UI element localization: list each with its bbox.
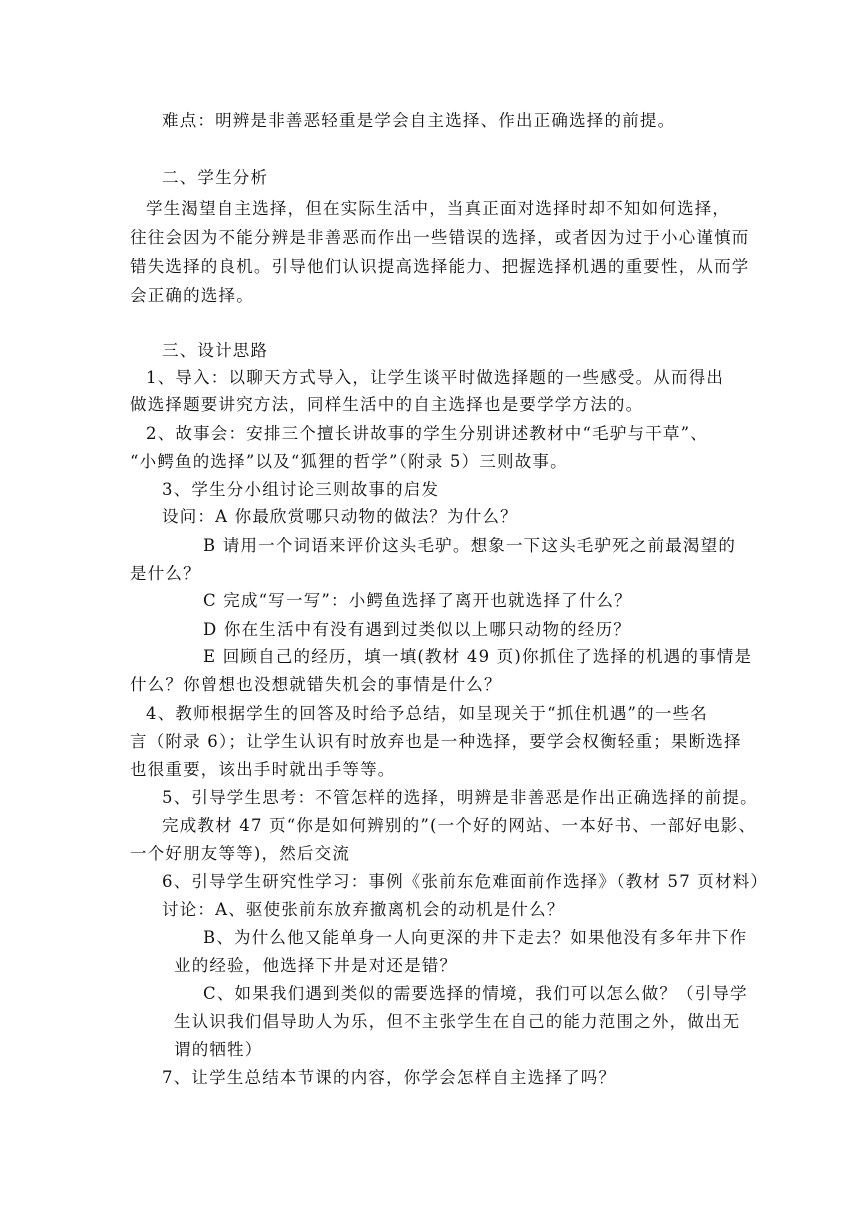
section-3-line: 5、引导学生思考：不管怎样的选择，明辨是非善恶是作出正确选择的前提。 xyxy=(162,788,758,807)
section-3-line: “小鳄鱼的选择”以及“狐狸的哲学”（附录 5）三则故事。 xyxy=(130,452,568,471)
section-2-line: 学生渴望自主选择，但在实际生活中，当真正面对选择时却不知如何选择， xyxy=(146,199,731,218)
section-3-line: D 你在生活中有没有遇到过类似以上哪只动物的经历？ xyxy=(203,620,631,639)
section-3-line: 谓的牺牲） xyxy=(174,1040,263,1059)
section-3-line: 也很重要，该出手时就出手等等。 xyxy=(130,760,396,779)
section-2-line: 错失选择的良机。引导他们认识提高选择能力、把握选择机遇的重要性，从而学 xyxy=(130,257,750,276)
section-2-line: 会正确的选择。 xyxy=(130,286,254,305)
section-3-line: E 回顾自己的经历，填一填(教材 49 页)你抓住了选择的机遇的事情是 xyxy=(203,647,753,666)
section-3-line: 设问：A 你最欣赏哪只动物的做法？为什么？ xyxy=(162,507,518,526)
section-3-line: C、如果我们遇到类似的需要选择的情境，我们可以怎么做？（引导学 xyxy=(203,984,748,1003)
section-3-line: 生认识我们倡导助人为乐，但不主张学生在自己的能力范围之外，做出无 xyxy=(174,1012,741,1031)
difficulty-text: 难点：明辨是非善恶轻重是学会自主选择、作出正确选择的前提。 xyxy=(162,111,676,130)
section-3-line: 言（附录 6）；让学生认识有时放弃也是一种选择，要学会权衡轻重；果断选择 xyxy=(130,732,742,751)
section-2-heading: 二、学生分析 xyxy=(162,168,269,187)
section-3-heading: 三、设计思路 xyxy=(162,341,269,360)
section-3-line: 3、学生分小组讨论三则故事的启发 xyxy=(162,480,440,499)
section-3-line: 是什么？ xyxy=(130,564,201,583)
section-3-line: 业的经验，他选择下井是对还是错？ xyxy=(174,956,458,975)
section-3-line: 一个好朋友等等)，然后交流 xyxy=(130,844,351,863)
section-3-line: 4、教师根据学生的回答及时给予总结，如呈现关于“抓住机遇”的一些名 xyxy=(146,704,708,723)
section-3-line: B、为什么他又能单身一人向更深的井下走去？如果他没有多年井下作 xyxy=(203,928,748,947)
section-3-line: 完成教材 47 页“你是如何辨别的”(一个好的网站、一本好书、一部好电影、 xyxy=(162,816,757,835)
section-3-line: 7、让学生总结本节课的内容，你学会怎样自主选择了吗？ xyxy=(162,1068,617,1087)
section-3-line: 6、引导学生研究性学习：事例《张前东危难面前作选择》（教材 57 页材料） xyxy=(162,872,769,891)
section-3-line: 什么？你曾想也没想就错失机会的事情是什么？ xyxy=(130,675,502,694)
section-2-line: 往往会因为不能分辨是非善恶而作出一些错误的选择，或者因为过于小心谨慎而 xyxy=(130,228,750,247)
section-3-line: 讨论：A、驱使张前东放弃撤离机会的动机是什么？ xyxy=(162,900,565,919)
section-3-line: 2、故事会：安排三个擅长讲故事的学生分别讲述教材中“毛驴与干草”、 xyxy=(146,424,708,443)
section-3-line: 做选择题要讲究方法，同样生活中的自主选择也是要学学方法的。 xyxy=(130,395,644,414)
section-3-line: C 完成“写一写”：小鳄鱼选择了离开也就选择了什么？ xyxy=(203,591,632,610)
section-3-line: B 请用一个词语来评价这头毛驴。想象一下这头毛驴死之前最渴望的 xyxy=(203,536,737,555)
section-3-line: 1、导入：以聊天方式导入，让学生谈平时做选择题的一些感受。从而得出 xyxy=(146,368,725,387)
